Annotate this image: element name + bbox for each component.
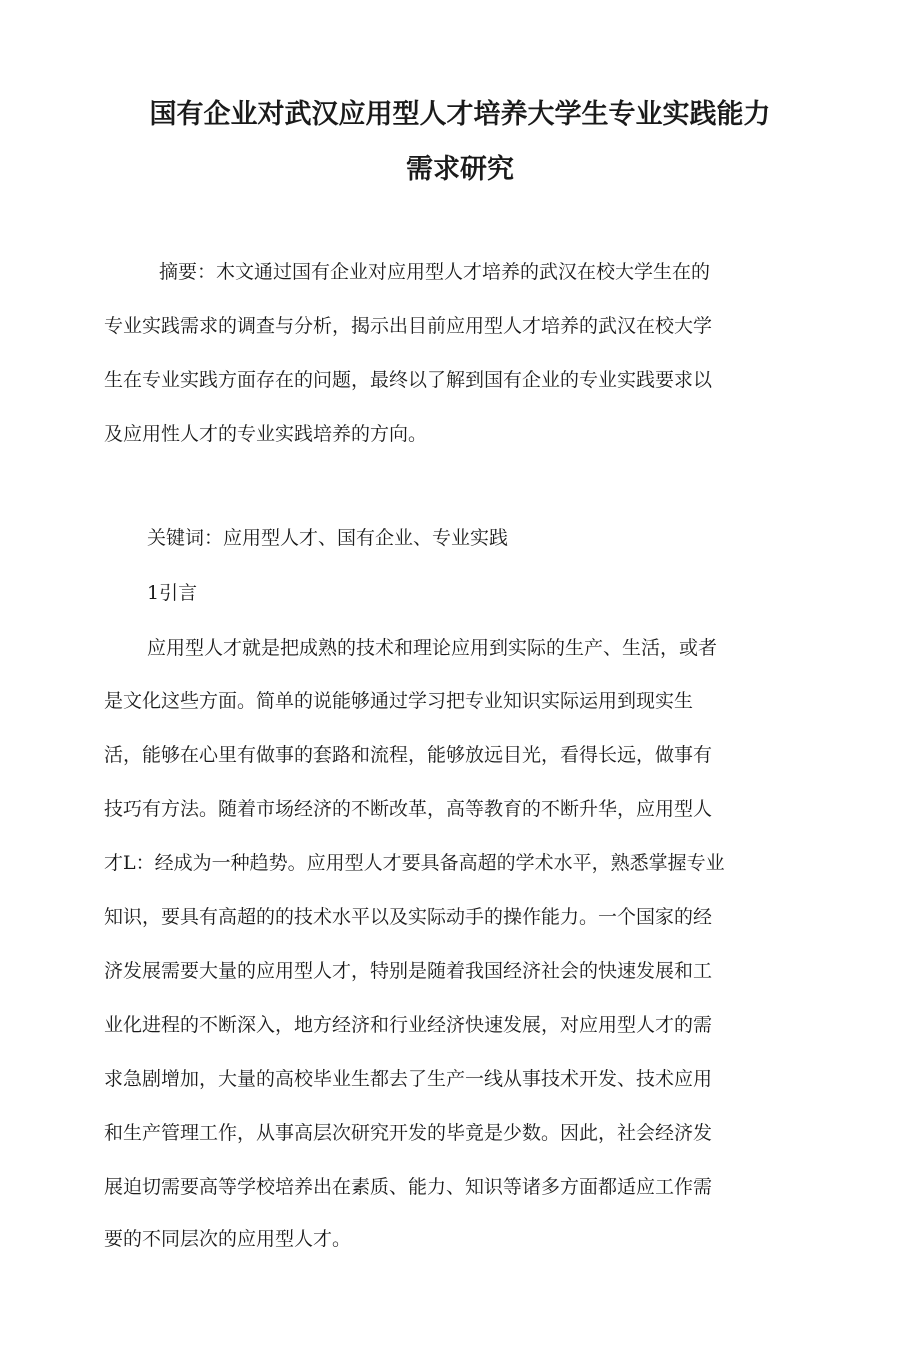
body-line: 活，能够在心里有做事的套路和流程，能够放远目光，看得长远，做事有 [104,744,713,766]
section-heading: 1引言 [147,582,198,604]
keywords: 关键词：应用型人才、国有企业、专业实践 [147,527,509,549]
abstract-line: 生在专业实践方面存在的问题，最终以了解到国有企业的专业实践要求以 [104,369,713,391]
body-line: 是文化这些方面。简单的说能够通过学习把专业知识实际运用到现实生 [104,690,694,712]
body-line: 展迫切需要高等学校培养出在素质、能力、知识等诸多方面都适应工作需 [104,1176,713,1198]
body-line: 应用型人才就是把成熟的技术和理论应用到实际的生产、生活，或者 [147,637,718,659]
body-line: 济发展需要大量的应用型人才，特别是随着我国经济社会的快速发展和工 [104,960,713,982]
abstract-line: 摘要：木文通过国有企业对应用型人才培养的武汉在校大学生在的 [159,261,711,283]
body-line: 业化进程的不断深入，地方经济和行业经济快速发展，对应用型人才的需 [104,1014,713,1036]
body-line: 才L：经成为一种趋势。应用型人才要具备高超的学术水平，熟悉掌握专业 [104,852,725,874]
abstract-line: 及应用性人才的专业实践培养的方向。 [104,423,428,445]
body-line: 技巧有方法。随着市场经济的不断改革，高等教育的不断升华，应用型人 [104,798,713,820]
document-title-line-2: 需求研究 [406,154,514,185]
body-line: 知识，要具有高超的的技术水平以及实际动手的操作能力。一个国家的经 [104,906,713,928]
abstract-line: 专业实践需求的调查与分析，揭示出目前应用型人才培养的武汉在校大学 [104,315,713,337]
document-title-line-1: 国有企业对武汉应用型人才培养大学生专业实践能力 [149,99,771,130]
body-line: 要的不同层次的应用型人才。 [104,1228,352,1250]
body-line: 求急剧增加，大量的高校毕业生都去了生产一线从事技术开发、技术应用 [104,1068,713,1090]
body-line: 和生产管理工作，从事高层次研究开发的毕竟是少数。因此，社会经济发 [104,1122,713,1144]
